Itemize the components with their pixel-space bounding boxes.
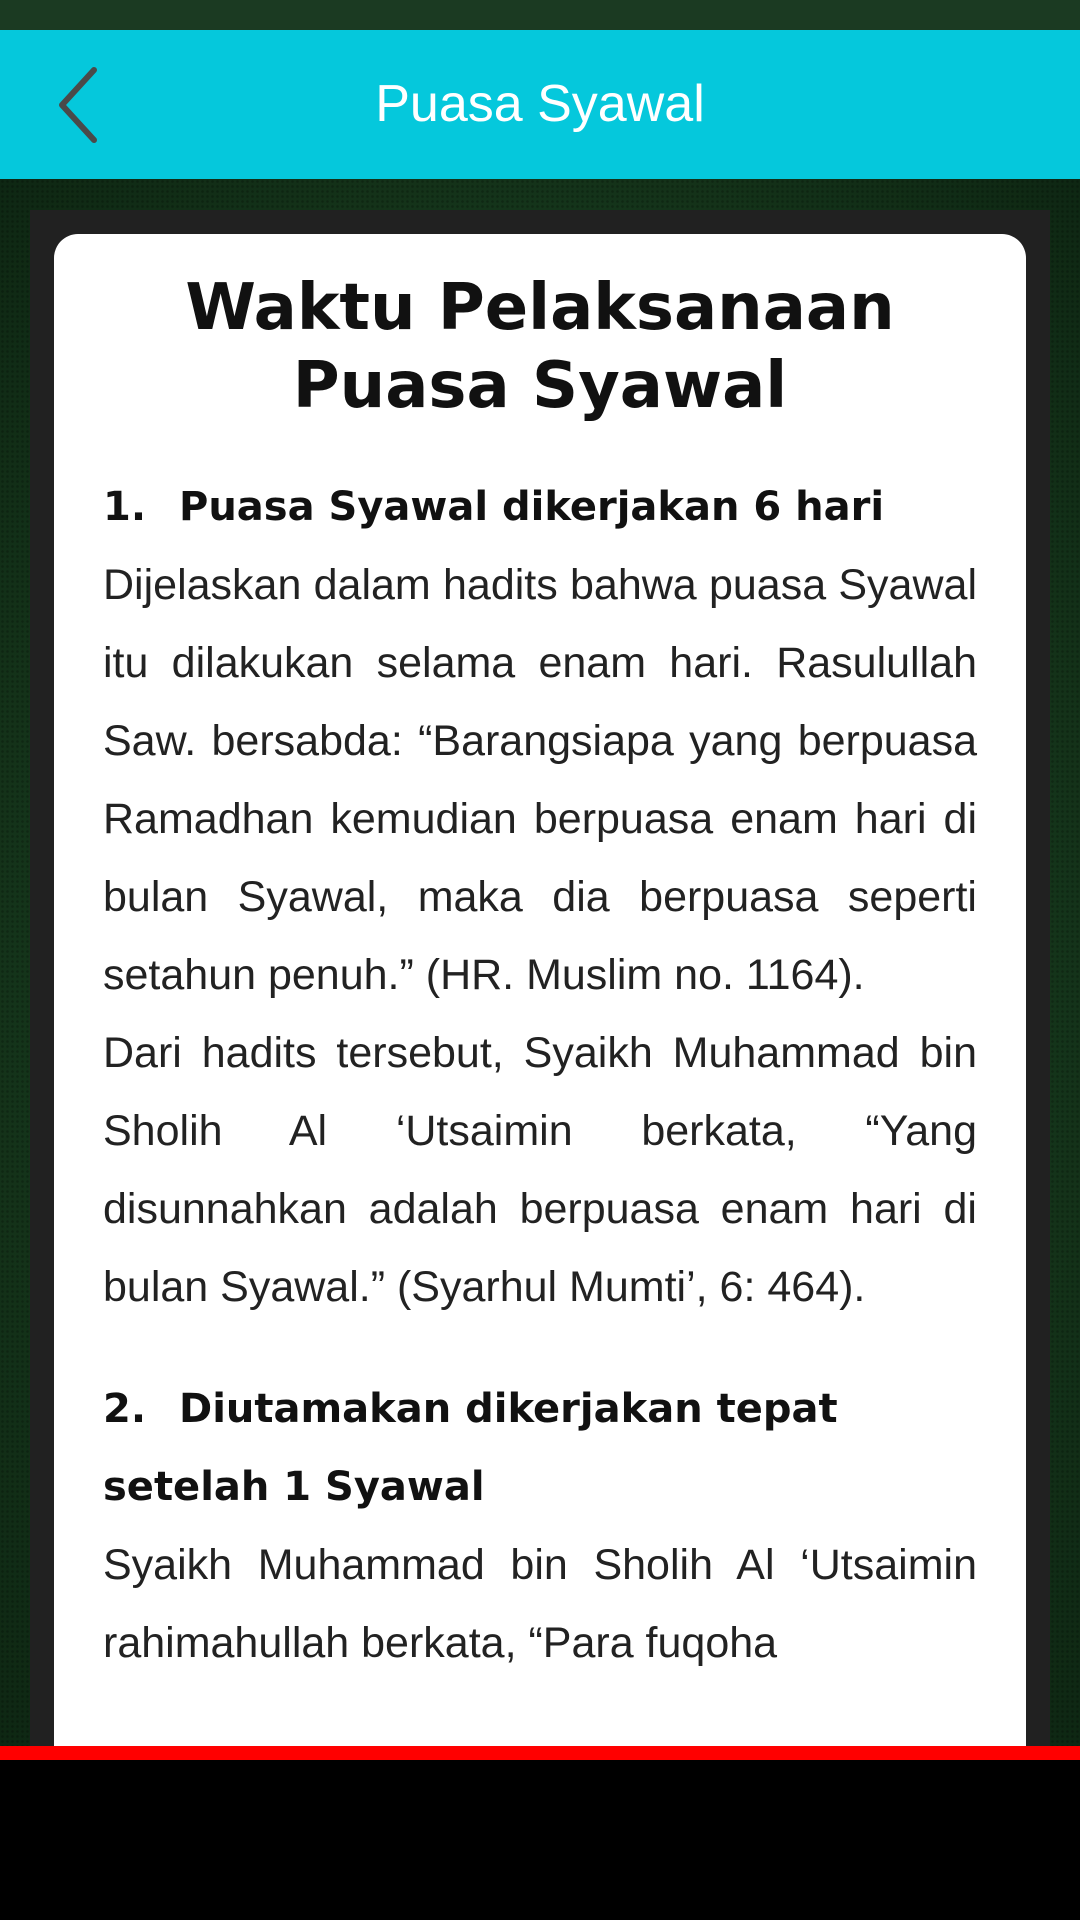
section-heading-text-1: Puasa Syawal dikerjakan 6 hari (179, 484, 885, 530)
status-bar (0, 0, 1080, 30)
bottom-black-area (0, 1760, 1080, 1920)
section-heading-1 (103, 468, 977, 546)
section-2-paragraph-1: Syaikh Muhammad bin Sholih Al ‘Utsaimin rahimahullah berkata, “Para fuqoha (103, 1541, 977, 1667)
red-divider-line (0, 1746, 1080, 1760)
section-heading-text-2: Diutamakan dikerjakan tepat setelah 1 Syawal (103, 1386, 838, 1510)
section-1-paragraph-2: Dari hadits tersebut, Syaikh Muhammad bin Sholih Al ‘Utsaimin berkata, “Yang disunnahkan adalah berpuasa enam hari di bulan Syawal.” (Syarhul Mumti’, 6: 464). (103, 1029, 977, 1311)
section-number-1: 1. (103, 484, 147, 530)
article-title: Waktu Pelaksanaan Puasa Syawal (185, 271, 895, 423)
section-heading-2 (103, 1370, 977, 1526)
app-title: Puasa Syawal (375, 75, 705, 133)
back-button[interactable] (40, 60, 130, 150)
article-body (103, 269, 977, 1682)
app-bar (0, 30, 1080, 179)
section-number-2: 2. (103, 1386, 147, 1432)
article-card[interactable] (54, 234, 1026, 1834)
section-1-paragraph-1: Dijelaskan dalam hadits bahwa puasa Syawal itu dilakukan selama enam hari. Rasulullah Saw. bersabda: “Barangsiapa yang berpuasa Ramadhan kemudian berpuasa enam hari di bulan Syawal, maka dia berpuasa seperti setahun penuh.” (HR. Muslim no. 1164). (103, 561, 977, 999)
chevron-left-icon (40, 60, 130, 150)
